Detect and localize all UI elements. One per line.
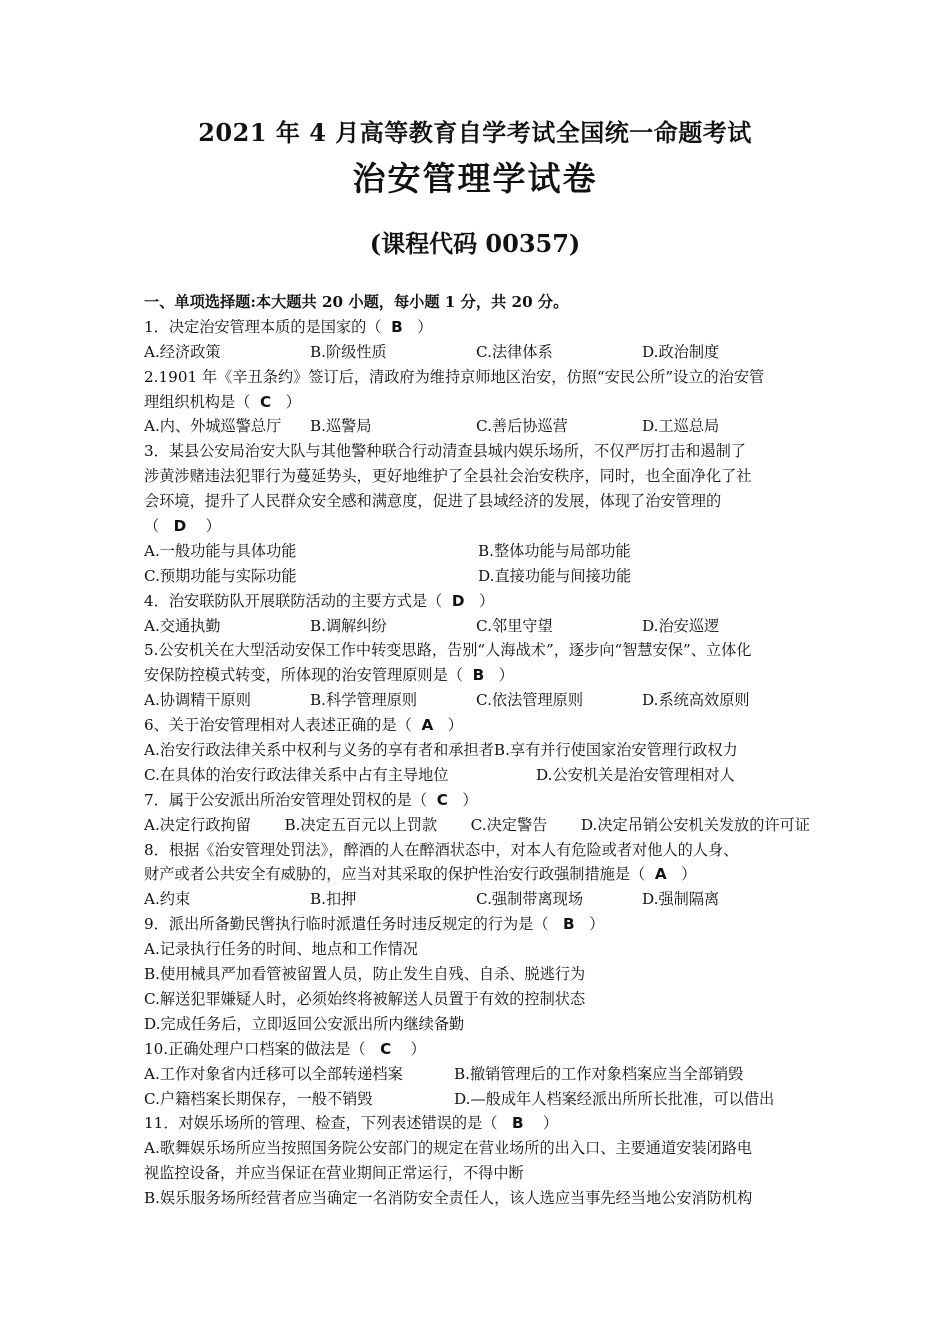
option-a-continued: 视监控设备，并应当保证在营业期间正常运行，不得中断 (144, 1164, 524, 1183)
option-a: A.经济政策 (144, 342, 221, 361)
question-2-line: 2.1901 年《辛丑条约》签订后，清政府为维持京师地区治安，仿照“安民公所”设立的治安管 (144, 367, 765, 386)
answer-key: D (451, 591, 465, 610)
question-6-stem: 6、关于治安管理相对人表述正确的是（ A ） (144, 716, 463, 735)
section-heading: 一、单项选择题:本大题共 20 小题，每小题 1 分，共 20 分。 (144, 293, 569, 311)
option-c: C.户籍档案长期保存，一般不销毁 (144, 1089, 373, 1108)
option-c: C.善后协巡营 (476, 417, 568, 436)
question-3-line: 会环境，提升了人民群众安全感和满意度，促进了县域经济的发展，体现了治安管理的 (144, 492, 722, 511)
question-10-options (144, 1062, 810, 1087)
question-3-line: 3．某县公安局治安大队与其他警种联合行动清查县城内娱乐场所，不仅严厉打击和遏制了 (144, 442, 746, 461)
question-3-options (144, 539, 810, 564)
option-d: D.决定吊销公安机关发放的许可证 (580, 815, 810, 834)
option-c: C.强制带离现场 (476, 890, 584, 909)
question-1-options (144, 340, 810, 365)
option-b: B.巡警局 (310, 417, 372, 436)
option-d: D.系统高效原则 (642, 691, 750, 710)
option-a: A.约束 (144, 890, 191, 909)
course-code: (课程代码 00357) (369, 229, 581, 258)
option-a: A.治安行政法律关系中权利与义务的享有者和承担者 (144, 741, 494, 760)
question-11-stem: 11．对娱乐场所的管理、检查，下列表述错误的是（ B ） (144, 1114, 559, 1133)
answer-key: C (259, 392, 272, 411)
answer-key: A (654, 865, 667, 884)
answer-key: A (421, 716, 434, 735)
option-d: D.治安巡逻 (642, 616, 720, 635)
question-5-line: 5.公安机关在大型活动安保工作中转变思路，告别“人海战术”，逐步向“智慧安保”、立体化 (144, 641, 752, 660)
option-b: B.撤销管理后的工作对象档案应当全部销毁 (454, 1064, 744, 1083)
answer-key: B (563, 915, 575, 934)
option-a: A.歌舞娱乐场所应当按照国务院公安部门的规定在营业场所的出入口、主要通道安装闭路电 (144, 1139, 753, 1158)
option-d: D.—般成年人档案经派出所所长批准，可以借出 (454, 1089, 775, 1108)
option-c: C.解送犯罪嫌疑人时，必须始终将被解送人员置于有效的控制状态 (144, 989, 586, 1008)
question-3-line: 涉黄涉赌违法犯罪行为蔓延势头，更好地维护了全县社会治安秩序，同时，也全面净化了社 (144, 467, 752, 486)
option-b: B.决定五百元以上罚款 (284, 815, 438, 834)
question-4-options (144, 614, 810, 639)
option-c: C.法律体系 (476, 342, 553, 361)
question-7-stem: 7．属于公安派出所治安管理处罚权的是（ C ） (144, 790, 478, 809)
question-5-options (144, 688, 810, 713)
option-d: D.直接功能与间接功能 (478, 566, 632, 585)
option-d: D.政治制度 (642, 342, 720, 361)
answer-key: B (391, 317, 403, 336)
option-c: C.邻里守望 (476, 616, 553, 635)
paper-title: 治安管理学试卷 (352, 159, 598, 198)
exam-title: 2021 年 4 月高等教育自学考试全国统一命题考试 (198, 118, 752, 147)
question-8-stem: 财产或者公共安全有威胁的，应当对其采取的保护性治安行政强制措施是（ A ） (144, 865, 697, 884)
question-3-stem: （ D ） (144, 517, 221, 536)
option-a: A.工作对象省内迁移可以全部转递档案 (144, 1064, 403, 1083)
question-10-options (144, 1087, 810, 1112)
answer-key: B (511, 1114, 524, 1133)
option-a: A.一般功能与具体功能 (144, 541, 297, 560)
option-b: B.扣押 (310, 890, 357, 909)
option-a: A.交通执勤 (144, 616, 221, 635)
question-8-options (144, 887, 810, 912)
answer-key: C (380, 1039, 392, 1058)
option-b: B.娱乐服务场所经营者应当确定一名消防安全责任人，该人选应当事先经当地公安消防机构 (144, 1189, 753, 1208)
question-2-options (144, 414, 810, 439)
question-7-options (144, 813, 810, 838)
option-b: B.调解纠纷 (310, 616, 387, 635)
option-b: B.享有并行使国家治安管理行政权力 (493, 741, 738, 760)
option-c: C.预期功能与实际功能 (144, 566, 297, 585)
option-b: B.科学管理原则 (310, 691, 418, 710)
option-d: D.完成任务后，立即返回公安派出所内继续备勤 (144, 1014, 465, 1033)
option-b: B.整体功能与局部功能 (478, 541, 631, 560)
question-6-options (144, 763, 810, 788)
question-content (144, 290, 810, 1211)
question-8-line: 8．根据《治安管理处罚法》，醉酒的人在醉酒状态中，对本人有危险或者对他人的人身、 (144, 840, 739, 859)
question-2-stem: 理组织机构是（ C ） (144, 392, 301, 411)
option-b: B.使用械具严加看管被留置人员，防止发生自残、自杀、脱逃行为 (144, 965, 586, 984)
option-d: D.公安机关是治安管理相对人 (536, 765, 735, 784)
option-d: D.工巡总局 (642, 417, 720, 436)
question-10-stem: 10.正确处理户口档案的做法是（ C ） (144, 1039, 426, 1058)
question-5-stem: 安保防控模式转变，所体现的治安管理原则是（ B ） (144, 666, 514, 685)
option-c: C.决定警告 (470, 815, 548, 834)
answer-key: D (173, 517, 187, 536)
question-9-stem: 9．派出所备勤民辔执行临时派遣任务时违反规定的行为是（ B ） (144, 915, 605, 934)
question-4-stem: 4．治安联防队开展联防活动的主要方式是（ D ） (144, 591, 495, 610)
option-c: C.依法管理原则 (476, 691, 584, 710)
question-6-options (144, 738, 810, 763)
option-b: B.阶级性质 (310, 342, 387, 361)
question-3-options (144, 564, 810, 589)
option-a: A.记录执行任务的时间、地点和工作情况 (144, 940, 418, 959)
answer-key: B (472, 666, 485, 685)
option-c: C.在具体的治安行政法律关系中占有主导地位 (144, 765, 449, 784)
option-a: A.内、外城巡警总厅 (144, 417, 282, 436)
question-1-stem: 1．决定治安管理本质的是国家的（ B ） (144, 317, 433, 336)
option-a: A.决定行政拘留 (144, 815, 251, 834)
option-d: D.强制隔离 (642, 890, 720, 909)
answer-key: C (436, 790, 448, 809)
option-a: A.协调精干原则 (144, 691, 251, 710)
